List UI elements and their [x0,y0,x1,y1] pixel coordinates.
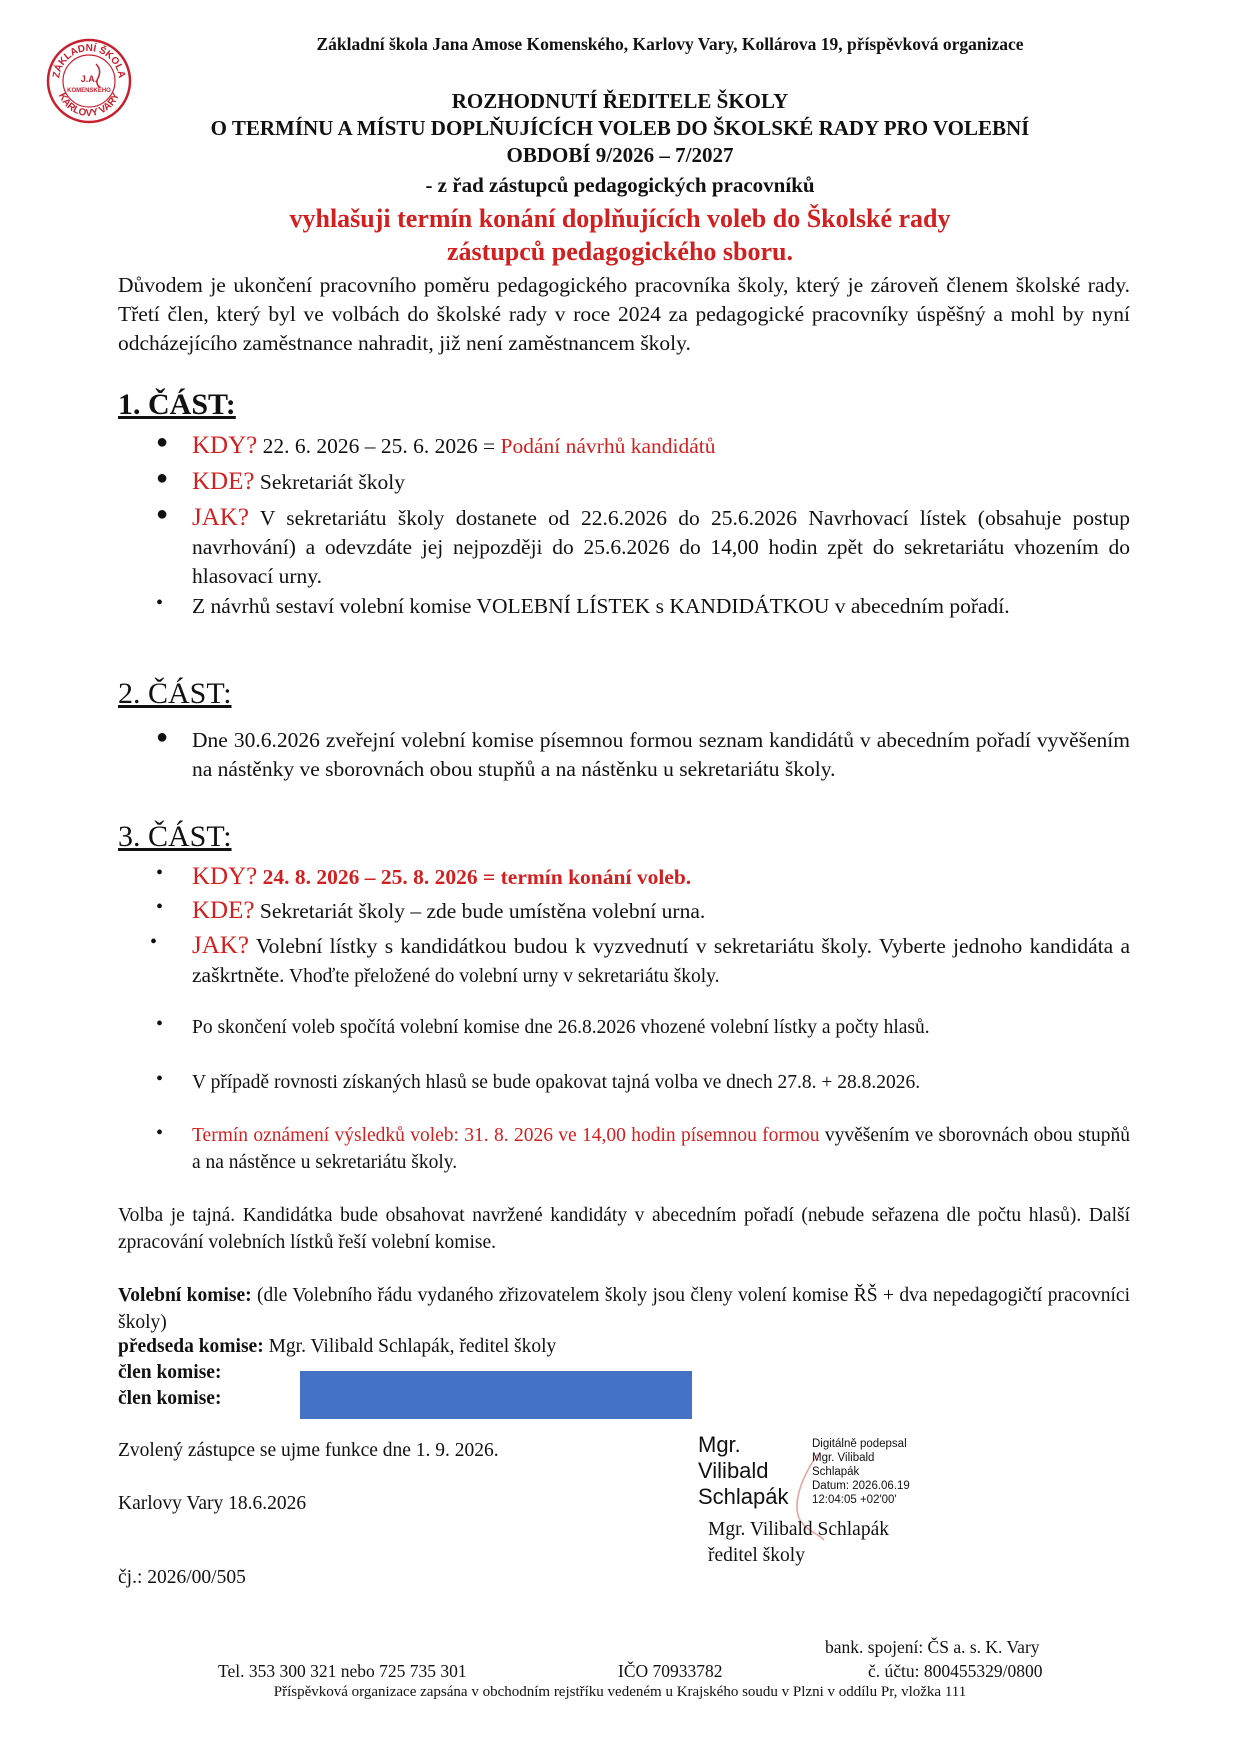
title-line-2: O TERMÍNU A MÍSTU DOPLŇUJÍCÍCH VOLEB DO ŠKOLSKÉ RADY PRO VOLEBNÍ [210,116,1030,140]
bullet: • [156,896,164,918]
part3-heading: 3. ČÁST: [118,820,232,853]
bullet: • [156,1013,164,1035]
part2-heading: 2. ČÁST: [118,677,232,710]
intro-paragraph: Důvodem je ukončení pracovního poměru pedagogického pracovníka školy, který je zároveň členem školské rady. Třetí člen, který byl ve volbách do školské rady v roce 2024 za pedagogické pracovníky úspěšný a mohl by nyní odcházejícího zaměstnance nahradit, již není zaměstnancem školy. [118,273,1130,355]
appointment-text: Zvolený zástupce se ujme funkce dne 1. 9. 2026. [118,1440,499,1461]
part1-kdy: KDY? 22. 6. 2026 – 25. 6. 2026 = Podání návrhů kandidátů [192,432,716,459]
bullet: ● [156,726,169,748]
part3-jak: JAK? Volební lístky s kandidátkou budou k vyzvednutí v sekretariátu školy. Vyberte jednoho kandidáta a zaškrtněte. Vhoďte přeložené do volební urny v sekretariátu školy. [192,932,1130,987]
redaction-box [300,1371,692,1419]
logo-text-mid2: KOMENSKÉHO [67,88,111,94]
title-line-4: - z řad zástupců pedagogických pracovníků [425,173,815,197]
bullet: • [150,931,158,953]
part1-heading: 1. ČÁST: [118,388,236,421]
part3-kdy: KDY? 24. 8. 2026 – 25. 8. 2026 = termín konání voleb. [192,863,692,890]
logo-text-bottom: KARLOVY VARY [56,91,122,120]
closing-paragraph: Volba je tajná. Kandidátka bude obsahovat navržené kandidáty v abecedním pořadí (nebude seřazena dle počtu hlasů). Další zpracování volebních lístků řeší volební komise. [118,1205,1130,1253]
committee-chair: předseda komise: Mgr. Vilibald Schlapák, ředitel školy [118,1336,557,1357]
committee-member-2: člen komise: [118,1388,222,1409]
part3-item4: Po skončení voleb spočítá volební komise dne 26.8.2026 vhozené volební lístky a počty hlasů. [192,1017,930,1038]
place-date: Karlovy Vary 18.6.2026 [118,1493,307,1514]
title-red-1: vyhlašuji termín konání doplňujících voleb do Školské rady [289,204,951,233]
school-header: Základní škola Jana Amose Komenského, Karlovy Vary, Kollárova 19, příspěvková organizace [316,34,1024,54]
signature-info: Digitálně podepsal Mgr. Vilibald Schlapák Datum: 2026.06.19 12:04:05 +02'00' [812,1438,910,1506]
signature-name: Mgr. Vilibald Schlapák [698,1432,789,1509]
logo-text-top: ZÁKLADNÍ ŠKOLA [51,42,127,80]
bullet: ● [156,467,169,489]
footer-registry: Příspěvková organizace zapsána v obchodním rejstříku vedeném u Krajského soudu v Plzni v oddílu Pr, vložka 111 [273,1684,967,1700]
committee-member-1: člen komise: [118,1362,222,1383]
bullet: • [156,1068,164,1090]
title-red-2: zástupců pedagogického sboru. [447,237,793,266]
bullet: • [156,592,164,614]
bullet: ● [156,431,169,453]
bullet: • [156,1122,164,1144]
footer-phone: Tel. 353 300 321 nebo 725 735 301 [218,1661,467,1681]
footer-account: č. účtu: 800455329/0800 [868,1661,1043,1681]
bullet: • [156,862,164,884]
part3-item6: Termín oznámení výsledků voleb: 31. 8. 2026 ve 14,00 hodin písemnou formou vyvěšením ve sborovnách obou stupňů a na nástěnce u sekretariátu školy. [192,1125,1131,1173]
title-line-1: ROZHODNUTÍ ŘEDITELE ŠKOLY [451,89,789,113]
footer-ico: IČO 70933782 [618,1661,723,1681]
bullet: ● [156,503,169,525]
signature-printed-role: ředitel školy [708,1545,805,1566]
signature-printed-name: Mgr. Vilibald Schlapák [708,1519,889,1540]
part3-item5: V případě rovnosti získaných hlasů se bude opakovat tajná volba ve dnech 27.8. + 28.8.2026. [192,1072,921,1093]
part1-item4: Z návrhů sestaví volební komise VOLEBNÍ LÍSTEK s KANDIDÁTKOU v abecedním pořadí. [192,594,1010,618]
title-line-3: OBDOBÍ 9/2026 – 7/2027 [506,143,734,167]
committee-paragraph: Volební komise: (dle Volebního řádu vydaného zřizovatelem školy jsou členy volení komise ŘŠ + dva nepedagogičtí pracovníci školy) [118,1285,1131,1333]
logo-text-mid: J.A. [80,74,98,84]
part1-kde: KDE? Sekretariát školy [192,468,405,495]
part1-jak: JAK? V sekretariátu školy dostanete od 22.6.2026 do 25.6.2026 Navrhovací lístek (obsahuje postup navrhování) a odevzdáte jej nejpozději do 25.6.2026 do 14,00 hodin zpět do sekretariátu vhozením do hlasovací urny. [192,504,1130,588]
part3-kde: KDE? Sekretariát školy – zde bude umístěna volební urna. [192,897,706,924]
part2-item1: Dne 30.6.2026 zveřejní volební komise písemnou formou seznam kandidátů v abecedním pořadí vyvěšením na nástěnky ve sborovnách obou stupňů a na nástěnku u sekretariátu školy. [192,728,1130,781]
reference-number: čj.: 2026/00/505 [118,1567,246,1588]
footer-bank: bank. spojení: ČS a. s. K. Vary [825,1637,1040,1657]
